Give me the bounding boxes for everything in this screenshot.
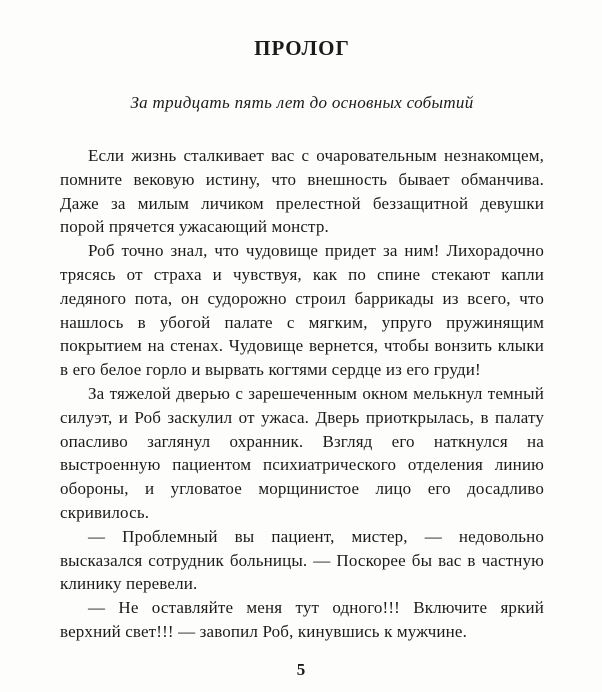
paragraph-2: Роб точно знал, что чудовище придет за ним! Лихорадочно трясясь от страха и чувствуя, как по спине стекают капли ледяного пота, он судорожно строил баррикады из всего, что нашлось в убогой палате с мягким, упруго пружинящим покрытием на стенах. Чудовище вернется, чтобы вонзить клыки в его белое горло и вырвать когтями сердце из его груди! [60, 241, 544, 380]
paragraph-4: — Проблемный вы пациент, мистер, — недовольно высказался сотрудник больницы. — Поскорее бы вас в частную клинику перевели. [60, 526, 544, 594]
paragraph-1: Если жизнь сталкивает вас с очаровательным незнакомцем, помните вековую истину, что внешность бывает обманчива. Даже за милым личиком прелестной беззащитной девушки порой прячется ужасающий монстр. [60, 146, 544, 237]
paragraph-3: За тяжелой дверью с зарешеченным окном мелькнул темный силуэт, и Роб заскулил от ужаса. Дверь приоткрылась, в палату опасливо заглянул охранник. Взгляд его наткнулся на выстроенную пациентом психиатрического отделения линию обороны, и угловатое морщинистое лицо его досадливо скривилось. [60, 383, 544, 522]
chapter-subtitle: За тридцать пять лет до основных событий [130, 93, 474, 112]
body-text [60, 144, 544, 644]
chapter-title: ПРОЛОГ [254, 36, 350, 60]
page-number: 5 [296, 660, 306, 679]
paragraph-5: — Не оставляйте меня тут одного!!! Включите яркий верхний свет!!! — завопил Роб, кинувшись к мужчине. [60, 598, 544, 641]
